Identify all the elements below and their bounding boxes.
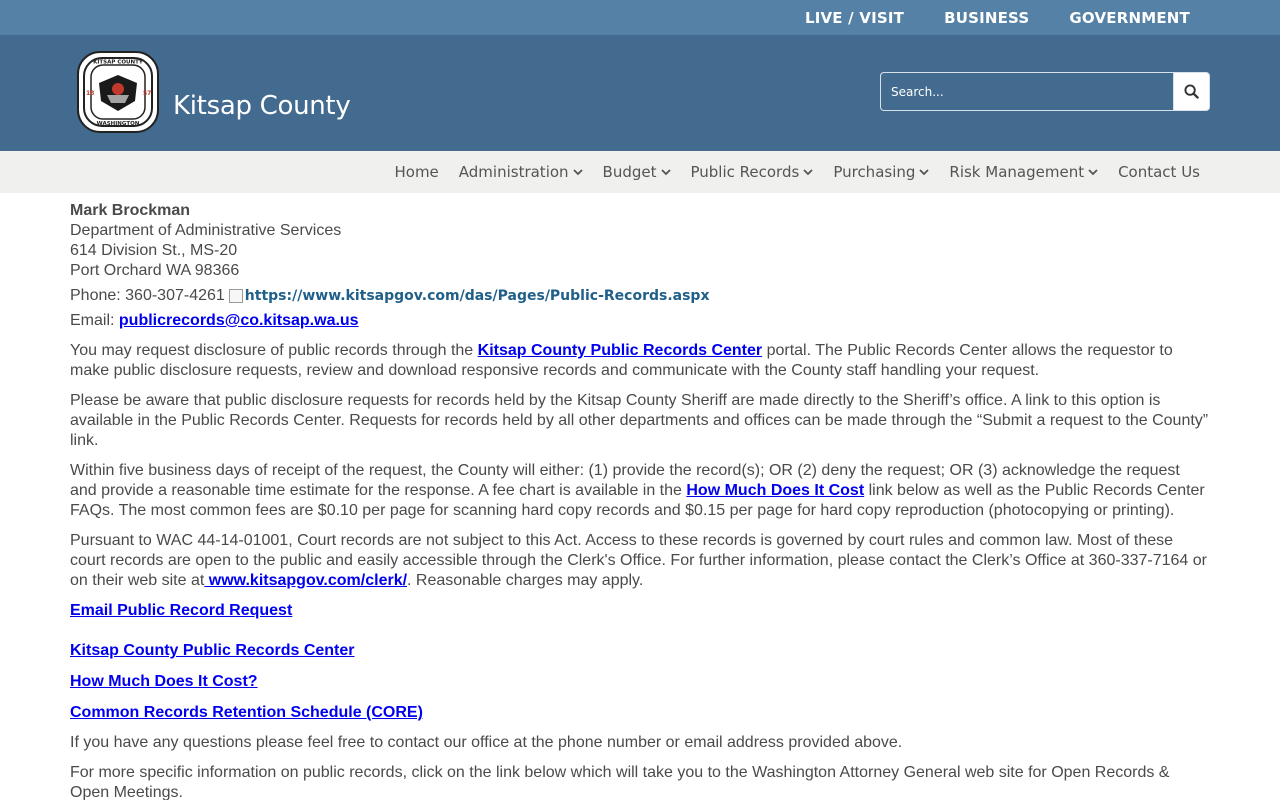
- nav-label: Budget: [602, 163, 657, 181]
- live-visit-link[interactable]: LIVE / VISIT: [804, 8, 905, 27]
- text: link below as well as the Public Records Center FAQs. The most common fees are $0.10 per page for scanning hard copy records and $0.15 per page for hard copy reproduction (photocopying or printing).: [70, 482, 1205, 519]
- county-seal-logo[interactable]: [77, 51, 159, 133]
- business-link[interactable]: BUSINESS: [944, 8, 1030, 27]
- svg-text:KITSAP COUNTY: KITSAP COUNTY: [93, 59, 143, 66]
- main-content: [0, 193, 1280, 800]
- nav-item-administration[interactable]: [449, 163, 593, 181]
- text: . Reasonable charges may apply.: [407, 572, 644, 589]
- site-name[interactable]: Kitsap County: [173, 91, 351, 121]
- link-row: [70, 703, 1210, 723]
- email-public-record-request-link[interactable]: Email Public Record Request: [70, 602, 293, 619]
- chevron-down-icon: [803, 167, 813, 177]
- broken-image-icon: [229, 289, 243, 303]
- nav-label: Contact Us: [1118, 163, 1200, 181]
- chevron-down-icon: [661, 167, 671, 177]
- contact-name: Mark Brockman: [70, 202, 191, 219]
- nav-item-public-records[interactable]: [681, 163, 824, 181]
- chevron-down-icon: [1088, 167, 1098, 177]
- clerk-website-link[interactable]: www.kitsapgov.com/clerk/: [204, 572, 408, 589]
- email-link[interactable]: publicrecords@co.kitsap.wa.us: [118, 312, 359, 329]
- email-label: Email:: [70, 312, 115, 329]
- text: You may request disclosure of public records through the: [70, 342, 478, 359]
- nav-label: Risk Management: [949, 163, 1085, 181]
- link-row: [70, 672, 1210, 692]
- phone-line: [70, 286, 1210, 306]
- search-box: [880, 72, 1210, 111]
- nav-item-budget[interactable]: [593, 163, 681, 181]
- search-input[interactable]: [880, 72, 1173, 111]
- nav-label: Home: [394, 163, 439, 181]
- top-utility-bar: [0, 0, 1280, 35]
- contact-city: Port Orchard WA 98366: [70, 262, 240, 279]
- nav-label: Public Records: [690, 163, 800, 181]
- svg-text:18: 18: [86, 90, 95, 97]
- svg-text:WASHINGTON: WASHINGTON: [96, 121, 140, 127]
- contact-department: Department of Administrative Services: [70, 222, 342, 239]
- link-row: [70, 641, 1210, 661]
- text: Within five business days of receipt of the request, the County will either: (1) provide the record(s); OR (2) deny the request; OR (3) acknowledge the request and provide a reasonable time estimate for the response. A fee chart is available in the: [70, 462, 1180, 499]
- contact-street: 614 Division St., MS-20: [70, 242, 238, 259]
- search-icon: [1184, 84, 1199, 99]
- nav-label: Purchasing: [833, 163, 916, 181]
- paragraph-response: [70, 461, 1210, 521]
- utility-links: [805, 0, 1190, 35]
- retention-schedule-link[interactable]: Common Records Retention Schedule (CORE): [70, 704, 423, 721]
- search-button[interactable]: [1173, 72, 1210, 111]
- paragraph-questions: If you have any questions please feel free to contact our office at the phone number or email address provided above.: [70, 734, 903, 751]
- how-much-inline-link[interactable]: How Much Does It Cost: [686, 482, 865, 499]
- broken-image-alt-text: https://www.kitsapgov.com/das/Pages/Public-Records.aspx: [244, 288, 710, 304]
- main-navigation: [0, 151, 1280, 193]
- nav-label: Administration: [458, 163, 569, 181]
- nav-item-purchasing[interactable]: [823, 163, 939, 181]
- text: Pursuant to WAC 44-14-01001, Court records are not subject to this Act. Access to these records is governed by court rules and common law. Most of these court records are open to the public and easily accessible through the Clerk's Office. For further information, please contact the Clerk’s Office at 360-337-7164 or on their web site at: [70, 532, 1207, 589]
- paragraph-attorney-general: For more specific information on public records, click on the link below which will take you to the Washington Attorney General web site for Open Records & Open Meetings.: [70, 764, 1170, 800]
- phone-number: Phone: 360-307-4261: [70, 287, 225, 304]
- how-much-does-it-cost-link[interactable]: How Much Does It Cost?: [70, 673, 258, 690]
- contact-address: [70, 201, 1210, 281]
- public-records-center-link[interactable]: Kitsap County Public Records Center: [70, 642, 355, 659]
- paragraph-sheriff: Please be aware that public disclosure requests for records held by the Kitsap County Sheriff are made directly to the Sheriff’s office. A link to this option is available in the Public Records Center. Requests for records held by all other departments and offices can be made through the “Submit a request to the County” link.: [70, 392, 1209, 449]
- email-line: [70, 311, 1210, 331]
- link-row: [70, 601, 1210, 621]
- public-records-center-inline-link[interactable]: Kitsap County Public Records Center: [477, 342, 763, 359]
- broken-image[interactable]: [229, 286, 710, 306]
- site-header: [0, 35, 1280, 151]
- nav-item-contact-us[interactable]: [1108, 163, 1210, 181]
- paragraph-portal: [70, 341, 1210, 381]
- government-link[interactable]: GOVERNMENT: [1069, 8, 1190, 27]
- nav-item-home[interactable]: [384, 163, 448, 181]
- text: portal. The Public Records Center allows the requestor to make public disclosure requests, review and download responsive records and communicate with the County staff handling your request.: [70, 342, 1173, 379]
- nav-item-risk-management[interactable]: [939, 163, 1108, 181]
- chevron-down-icon: [919, 167, 929, 177]
- svg-text:57: 57: [143, 90, 152, 97]
- paragraph-court-records: [70, 531, 1210, 591]
- chevron-down-icon: [573, 167, 583, 177]
